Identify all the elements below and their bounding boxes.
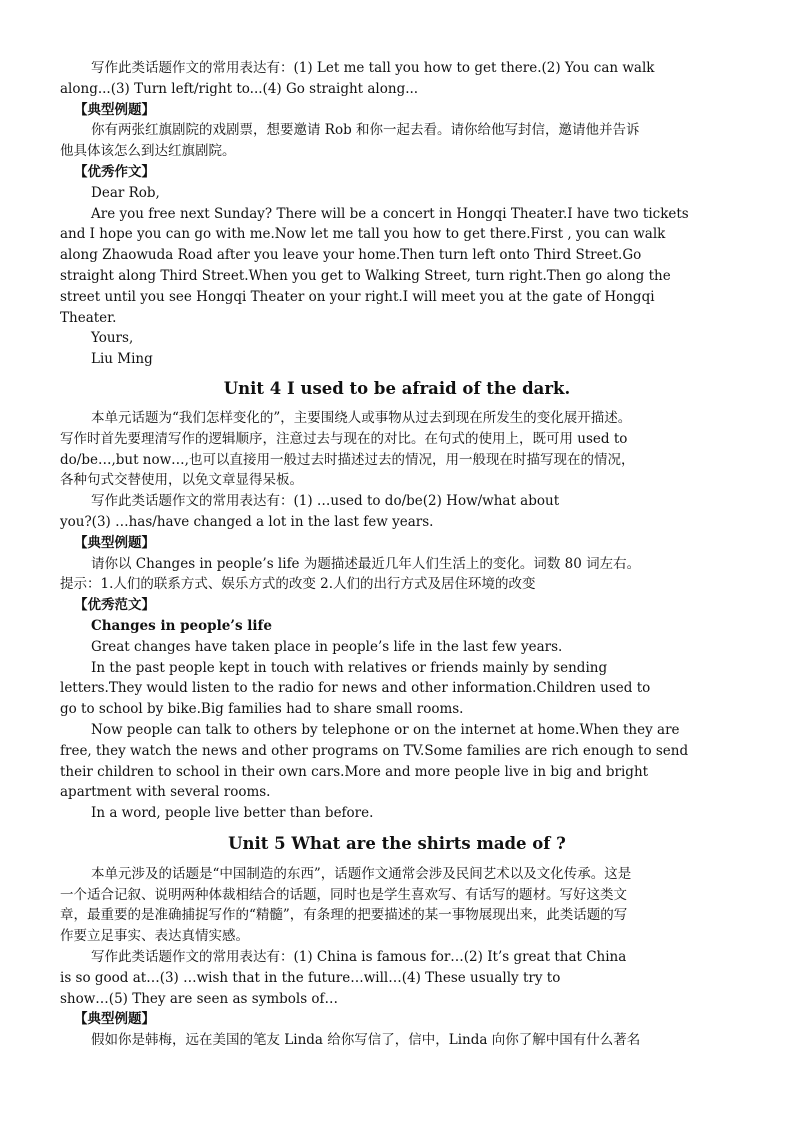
essay-heading: 【优秀范文】 — [74, 597, 155, 614]
expression-line: is so good at…(3) …wish that in the future…will…(4) These usually try to — [60, 969, 561, 986]
essay-line: along Zhaowuda Road after you leave your home.Then turn left onto Third Street.Go — [60, 247, 642, 264]
intro-line: 章，最重要的是准确捕捉写作的“精髓”，有条理的把要描述的某一事物展现出来，此类话题的写 — [60, 907, 628, 924]
expression-line: 写作此类话题作文的常用表达有：(1) …used to do/be(2) How/what about — [91, 493, 560, 510]
unit-5-title: Unit 5 What are the shirts made of ? — [228, 833, 566, 853]
essay-paragraph: In a word, people live better than before. — [91, 805, 374, 822]
essay-line: their children to school in their own cars.More and more people live in big and bright — [60, 763, 649, 780]
essay-line: In the past people kept in touch with relatives or friends mainly by sending — [91, 659, 608, 676]
letter-signature: Liu Ming — [91, 351, 153, 368]
expression-line: along...(3) Turn left/right to...(4) Go straight along... — [60, 80, 419, 97]
example-line: 请你以 Changes in people’s life 为题描述最近几年人们生活上的变化。词数 80 词左右。 — [91, 555, 641, 572]
essay-line: straight along Third Street.When you get to Walking Street, turn right.Then go along the — [60, 267, 671, 284]
essay-line: and I hope you can go with me.Now let me tall you how to get there.First , you can walk — [60, 226, 666, 243]
essay-line: apartment with several rooms. — [60, 784, 271, 801]
example-line: 你有两张红旗剧院的戏剧票，想要邀请 Rob 和你一起去看。请你给他写封信，邀请他并告诉 — [91, 122, 640, 139]
intro-line: do/be…,but now…,也可以直接用一般过去时描述过去的情况，用一般现在时描写现在的情况， — [60, 451, 635, 468]
example-heading: 【典型例题】 — [74, 101, 155, 118]
essay-heading: 【优秀作文】 — [74, 163, 155, 180]
essay-line: Theater. — [60, 309, 117, 326]
letter-salutation: Dear Rob, — [91, 184, 160, 201]
essay-line: free, they watch the news and other programs on TV.Some families are rich enough to send — [60, 742, 689, 759]
intro-line: 作要立足事实、表达真情实感。 — [60, 928, 249, 945]
intro-line: 一个适合记叙、说明两种体裁相结合的话题，同时也是学生喜欢写、有话写的题材。写好这类文 — [60, 886, 627, 903]
example-line: 假如你是韩梅，远在美国的笔友 Linda 给你写信了，信中，Linda 向你了解中国有什么著名 — [91, 1032, 641, 1049]
letter-closing: Yours, — [91, 330, 134, 347]
expression-line: 写作此类话题作文的常用表达有：(1) China is famous for…(2) It’s great that China — [91, 949, 627, 966]
expression-line: show…(5) They are seen as symbols of… — [60, 990, 339, 1007]
essay-title: Changes in people’s life — [91, 617, 272, 634]
essay-line: go to school by bike.Big families had to share small rooms. — [60, 701, 464, 718]
intro-line: 写作时首先要理清写作的逻辑顺序，注意过去与现在的对比。在句式的使用上，既可用 used to — [60, 430, 628, 447]
expression-line: 写作此类话题作文的常用表达有：(1) Let me tall you how to get there.(2) You can walk — [91, 60, 655, 76]
example-heading: 【典型例题】 — [74, 1011, 155, 1028]
example-heading: 【典型例题】 — [74, 534, 155, 551]
intro-line: 各种句式交替使用，以免文章显得呆板。 — [60, 472, 303, 489]
example-line: 他具体该怎么到达红旗剧院。 — [60, 143, 236, 160]
essay-paragraph: Great changes have taken place in people’s life in the last few years. — [91, 638, 563, 655]
intro-line: 本单元话题为“我们怎样变化的”，主要围绕人或事物从过去到现在所发生的变化展开描述。 — [91, 409, 632, 426]
unit-4-title: Unit 4 I used to be afraid of the dark. — [223, 378, 571, 398]
example-line: 提示：1.人们的联系方式、娱乐方式的改变 2.人们的出行方式及居住环境的改变 — [60, 576, 536, 593]
document-page — [60, 58, 734, 1051]
essay-line: Are you free next Sunday? There will be a concert in Hongqi Theater.I have two tickets — [91, 205, 689, 222]
essay-line: letters.They would listen to the radio for news and other information.Children used to — [60, 680, 651, 697]
essay-line: street until you see Hongqi Theater on your right.I will meet you at the gate of Hongqi — [60, 288, 655, 305]
expression-line: you?(3) …has/have changed a lot in the last few years. — [60, 513, 434, 530]
intro-line: 本单元涉及的话题是“中国制造的东西”，话题作文通常会涉及民间艺术以及文化传承。这是 — [91, 865, 632, 882]
essay-line: Now people can talk to others by telephone or on the internet at home.When they are — [91, 721, 680, 738]
